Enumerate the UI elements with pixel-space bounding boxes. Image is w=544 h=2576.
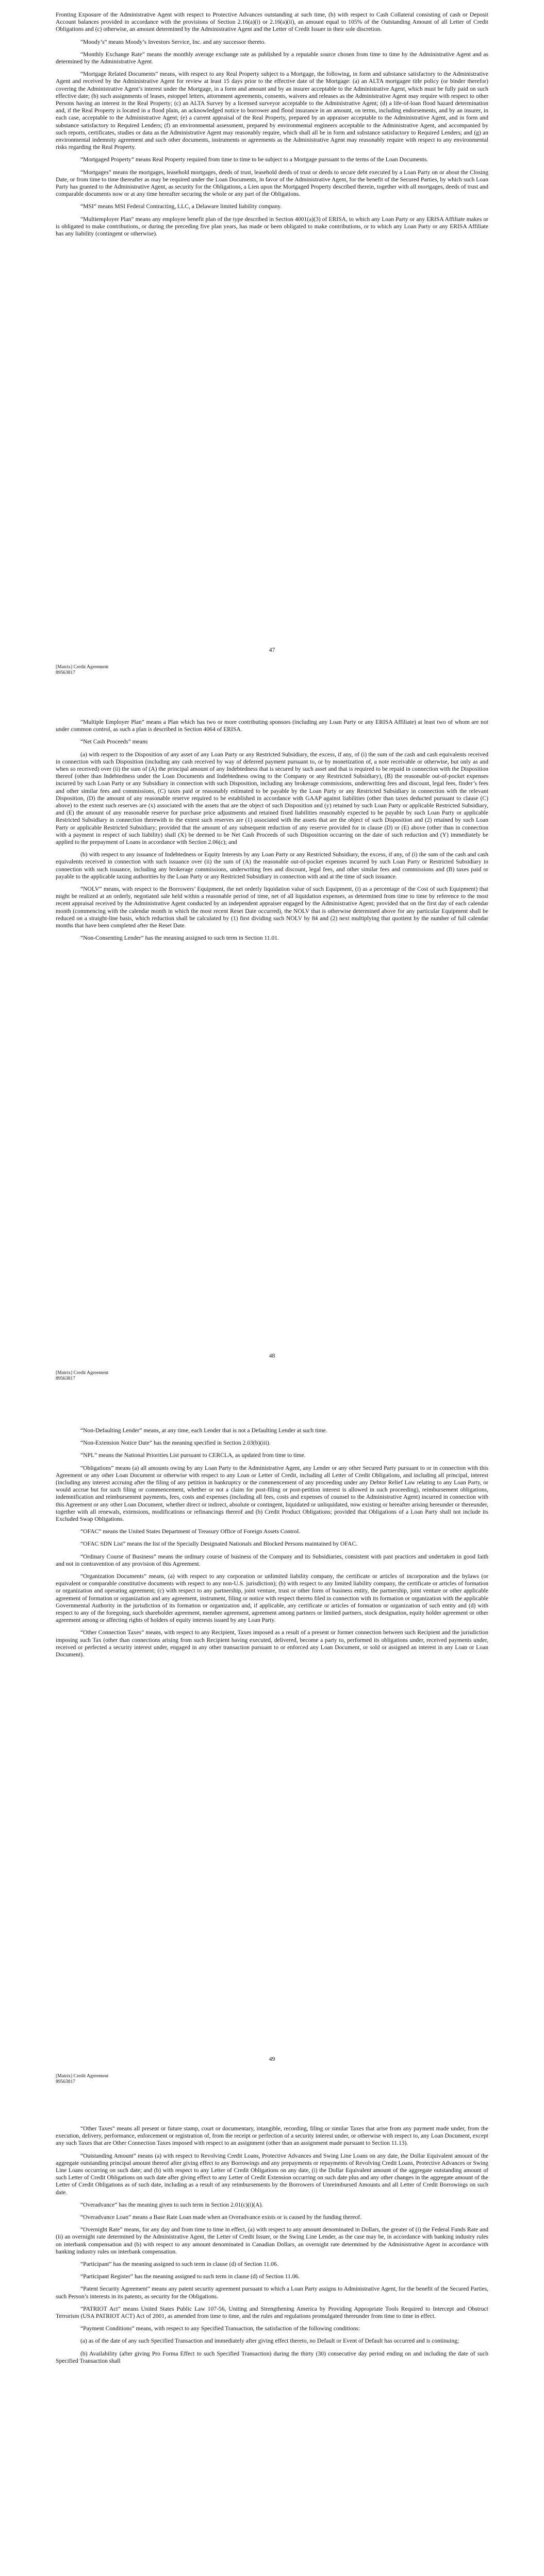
page-number: 47: [269, 647, 275, 653]
page-footer: [56, 1370, 108, 1382]
definition-multiemployer-plan: “Multiemployer Plan” means any employee benefit plan of the type described in Section 4001(a)(3) of ERISA, to which any Loan Party or any ERISA Affiliate makes or is obligated to make contributions, or during the preceding five plan years, has made or been obligated to make contributions, or to which any Loan Party or any ERISA Affiliate has any liability (contingent or otherwise).: [56, 215, 488, 238]
page-48: [0, 719, 544, 947]
definition-mortgaged-property: “Mortgaged Property” means Real Property required from time to time to be subject to a Mortgage pursuant to the terms of the Loan Documents.: [80, 156, 428, 163]
definition-overadvance: “Overadvance” has the meaning given to such term in Section 2.01(c)(i)(A).: [80, 2201, 263, 2208]
definition-participant-register: “Participant Register” has the meaning assigned to such term in clause (d) of Section 11.06.: [80, 2273, 300, 2280]
footer-title: [Matrix] Credit Agreement: [56, 1370, 109, 1376]
page-47: [0, 11, 544, 243]
definition-participant: “Participant” has the meaning assigned to such term in clause (d) of Section 11.06.: [80, 2261, 278, 2268]
definition-overnight-rate: “Overnight Rate” means, for any day and from time to time in effect, (a) with respect to any amount denominated in Dollars, the greater of (i) the Federal Funds Rate and (ii) an overnight rate determined by the Administrative Agent, the Letter of Credit Issuer, or the Swing Line Lender, as the case may be, in accordance with banking industry rules on interbank compensation and (b) with respect to any amount denominated in Canadian Dollars, an overnight rate determined by the Administrative Agent in accordance with banking industry rules on interbank compensation.: [56, 2226, 488, 2255]
clause-a: (a) as of the date of any such Specified Transaction and immediately after giving effect thereto, no Default or Event of Default has occurred and is continuing;: [80, 2337, 459, 2345]
definition-ofac-sdn-list: “OFAC SDN List” means the list of the Specially Designated Nationals and Blocked Persons maintained by OFAC.: [80, 1540, 357, 1548]
definition-obligations: “Obligations” means (a) all amounts owing by any Loan Party to the Administrative Agent, any Lender or any other Secured Party pursuant to or in connection with this Agreement or any other Loan Document or otherwise with respect to any Loan or Letter of Credit, including all Letter of Credit Obligations, and including all principal, interest (including any interest accruing after the filing of any petition in bankruptcy or the commencement of any proceeding under any Debtor Relief Law relating to any Loan Party, or would accrue but for such filing or commencement, whether or not a claim for post-filing or post-petition interest is allowed in such proceeding), reimbursement obligations, indemnification and reimbursement payments, fees, costs and expenses (including all fees, costs and expenses of counsel to the Administrative Agent) incurred in connection with this Agreement or any other Loan Document, whether direct or indirect, absolute or contingent, liquidated or unliquidated, now existing or hereafter arising hereunder or thereunder, together with all renewals, extensions, modifications or refinancings thereof and (b) Credit Product Obligations; provided that Obligations of a Loan Party shall not include its Excluded Swap Obligations.: [56, 1464, 488, 1523]
definition-mortgages: “Mortgages” means the mortgages, leasehold mortgages, deeds of trust, leasehold deeds of trust or deeds to secure debt executed by a Loan Party on or about the Closing Date, or from time to time thereafter as may be required under the Loan Documents, in favor of the Administrative Agent, for the benefit of the Secured Parties, by which such Loan Party has granted to the Administrative Agent, as security for the Obligations, a Lien upon the Mortgaged Property described therein, together with all mortgages, deeds of trust and comparable documents now or at any time hereafter securing the whole or any part of the Obligations.: [56, 168, 488, 198]
definition-non-consenting-lender: “Non-Consenting Lender” has the meaning assigned to such term in Section 11.01.: [80, 935, 279, 942]
page-footer: [56, 2074, 108, 2085]
footer-doc-id: 89563817: [56, 1376, 75, 1381]
footer-doc-id: 89563817: [56, 2079, 75, 2084]
clause-b: (b) with respect to any issuance of Indebtedness or Equity Interests by any Loan Party or any Restricted Subsidiary, the excess, if any, of (i) the sum of the cash and cash equivalents received in connection with such issuance over (ii) the sum of (A) the reasonable out-of-pocket expenses incurred by such Loan Party or Restricted Subsidiary in connection with such issuance, including any brokerage commissions, underwriting fees and discount, legal fees, and other similar fees and commissions and (B) taxes paid or payable to the applicable taxing authorities by the Loan Party or any Restricted Subsidiary in connection with and at the time of such issuance.: [56, 851, 488, 880]
definition-nolv: “NOLV” means, with respect to the Borrowers’ Equipment, the net orderly liquidation value of such Equipment, (i) as a percentage of the Cost of such Equipment) that might be realized at an orderly, negotiated sale held within a reasonable period of time, net of all liquidation expenses, as determined from time to time by reference to the most recent appraisal received by the Administrative Agent conducted by an independent appraiser engaged by the Administrative Agent; provided that on the first day of each calendar month (commencing with the calendar month in which the most recent Reset Date occurred), the NOLV that is otherwise determined above for any particular Equipment shall be reduced on a straight-line basis, which reduction shall be calculated by (1) first dividing such NOLV by 84 and (2) next multiplying that quotient by the number of full calendar months that have been completed after the Reset Date.: [56, 886, 488, 929]
definition-other-taxes: “Other Taxes” means all present or future stamp, court or documentary, intangible, recording, filing or similar Taxes that arise from any payment made under, from the execution, delivery, performance, enforcement or registration of, from the receipt or perfection of a security interest under, or otherwise with respect to, any Loan Document, except any such Taxes that are Other Connection Taxes imposed with respect to an assignment (other than an assignment made pursuant to Section 11.13).: [56, 2125, 488, 2147]
page-footer: [56, 665, 108, 676]
definition-ofac: “OFAC” means the United States Department of Treasury Office of Foreign Assets Control.: [80, 1528, 301, 1535]
paragraph: Fronting Exposure of the Administrative Agent with respect to Protective Advances outstanding at such time, (b) with respect to Cash Collateral consisting of cash or Deposit Account balances provided in accordance with the provisions of Section 2.16(a)(i) or 2.16(a)(ii), an amount equal to 105% of the Outstanding Amount of all Letter of Credit Obligations and (c) otherwise, an amount determined by the Administrative Agent and the Letter of Credit Issuer in their sole discretion.: [56, 11, 488, 33]
definition-monthly-exchange-rate: “Monthly Exchange Rate” means the monthly average exchange rate as published by a reputable source chosen from time to time by the Administrative Agent and as determined by the Administrative Agent.: [56, 50, 488, 65]
definition-multiple-employer-plan: “Multiple Employer Plan” means a Plan which has two or more contributing sponsors (including any Loan Party or any ERISA Affiliate) at least two of whom are not under common control, as such a plan is described in Section 4064 of ERISA.: [56, 719, 488, 733]
definition-ordinary-course-of-business: “Ordinary Course of Business” means the ordinary course of business of the Company and its Subsidiaries, consistent with past practices and undertaken in good faith and not in contravention of any provision of this Agreement.: [56, 1553, 488, 1567]
definition-mortgage-related-documents: “Mortgage Related Documents” means, with respect to any Real Property subject to a Mortgage, the following, in form and substance satisfactory to the Administrative Agent and received by the Administrative Agent for review at least 15 days prior to the effective date of the Mortgage: (a) an ALTA mortgagee title policy (or binder therefor) covering the Administrative Agent’s interest under the Mortgage, in a form and amount and by an insurer acceptable to the Administrative Agent, which must be fully paid on such effective date; (b) such assignments of leases, estoppel letters, attornment agreements, consents, waivers and releases as the Administrative Agent may require with respect to other Persons having an interest in the Real Property; (c) an ALTA Survey by a licensed surveyor acceptable to the Administrative Agent; (d) a life-of-loan flood hazard determination and, if the Real Property is located in a flood plain, an acknowledged notice to borrower and flood insurance in an amount, on terms, including endorsements, and by an insurer, in each case, acceptable to the Administrative Agent; (e) a current appraisal of the Real Property, prepared by an appraiser acceptable to the Administrative Agent, and in form and substance satisfactory to Required Lenders; (f) an environmental assessment, prepared by environmental engineers acceptable to the Administrative Agent, and accompanied by such reports, certificates, studies or data as the Administrative Agent may reasonably require, which shall all be in form and substance satisfactory to Required Lenders; and (g) an environmental indemnity agreement and such other documents, instruments or agreements as the Administrative Agent may reasonably require with respect to any environmental risks regarding the Real Property.: [56, 71, 488, 151]
definition-msi: “MSI” means MSI Federal Contracting, LLC, a Delaware limited liability company.: [80, 203, 282, 210]
definition-moodys: “Moody’s” means Moody’s Investors Service, Inc. and any successor thereto.: [80, 38, 266, 45]
definition-net-cash-proceeds: “Net Cash Proceeds” means: [80, 738, 148, 745]
definition-organization-documents: “Organization Documents” means, (a) with respect to any corporation or unlimited liability company, the certificate or articles of incorporation and the bylaws (or equivalent or comparable constitutive documents with respect to any non-U.S. jurisdiction); (b) with respect to any limited liability company, the certificate or articles of formation or organization and operating agreement; (c) with respect to any partnership, joint venture, trust or other form of business entity, the partnership, joint venture or other applicable agreement of formation or organization and any agreement, instrument, filing or notice with respect thereto filed in connection with its formation or organization with the applicable Governmental Authority in the jurisdiction of its formation or organization and, if applicable, any certificate or articles of formation or organization of such entity and (d) with respect to any of the foregoing, such shareholder agreement, member agreement, agreement among partners or limited partners, stock designation, equity holder agreement or other agreement among or affecting rights of holders of equity interests issued by any Loan Party.: [56, 1573, 488, 1624]
page-49: [0, 1427, 544, 1664]
clause-a: (a) with respect to the Disposition of any asset of any Loan Party or any Restricted Subsidiary, the excess, if any, of (i) the sum of the cash and cash equivalents received in connection with such Disposition (including any cash received by way of deferred payment pursuant to, or by monetization of, a note receivable or otherwise, but only as and when so received) over (ii) the sum of (A) the principal amount of any Indebtedness that is secured by such asset and that is required to be repaid in connection with the Disposition thereof (other than Indebtedness under the Loan Documents and Indebtedness owing to the Company or any Restricted Subsidiary), (B) the reasonable out-of-pocket expenses incurred by such Loan Party or any Subsidiary in connection with such Disposition, including any brokerage commissions, underwriting fees and discount, legal fees, finder’s fees and other similar fees and commissions, (C) taxes paid or reasonably estimated to be payable by the Loan Party or any Restricted Subsidiary in connection with the relevant Disposition, (D) the amount of any reasonable reserve required to be established in accordance with GAAP against liabilities (other than taxes deducted pursuant to clause (C) above) to the extent such reserves are (x) associated with the assets that are the object of such Disposition and (y) retained by such Loan Party or applicable Restricted Subsidiary, and (E) the amount of any reasonable reserve for purchase price adjustments and retained fixed liabilities reasonably expected to be payable by such Loan Party or applicable Restricted Subsidiary in connection therewith to the extent such reserves are (1) associated with the assets that are the object of such Disposition and (2) retained by such Loan Party or applicable Restricted Subsidiary; provided that the amount of any subsequent reduction of any reserve provided for in clause (D) or (E) above (other than in connection with a payment in respect of such liability) shall (X) be deemed to be Net Cash Proceeds of such Disposition occurring on the date of such reduction and (Y) immediately be applied to the prepayment of Loans in accordance with Section 2.06(c); and: [56, 751, 488, 846]
definition-non-defaulting-lender: “Non-Defaulting Lender” means, at any time, each Lender that is not a Defaulting Lender at such time.: [80, 1427, 327, 1434]
clause-b: (b) Availability (after giving Pro Forma Effect to such Specified Transaction) during the thirty (30) consecutive day period ending on and including the date of such Specified Transaction shall: [56, 2350, 488, 2364]
definition-outstanding-amount: “Outstanding Amount” means (a) with respect to Revolving Credit Loans, Protective Advances and Swing Line Loans on any date, the Dollar Equivalent amount of the aggregate outstanding principal amount thereof after giving effect to any Borrowings and any prepayments or repayments of Revolving Credit Loans, Protective Advances or Swing Line Loans occurring on such date; and (b) with respect to any Letter of Credit Obligations on any date, (i) the Dollar Equivalent amount of the aggregate outstanding amount of such Letter of Credit Obligations on such date after giving effect to any Letter of Credit Extension occurring on such date plus and any other changes in the aggregate amount of the Letter of Credit Obligations as of such date, including as a result of any reimbursements by the Borrowers of Unreimbursed Amounts and all Letter of Credit Borrowings on such date.: [56, 2152, 488, 2196]
page-number: 49: [269, 2056, 275, 2062]
definition-patent-security-agreement: “Patent Security Agreement” means any patent security agreement pursuant to which a Loan Party assigns to Administrative Agent, for the benefit of the Secured Parties, such Person’s interests in its patents, as security for the Obligations.: [56, 2285, 488, 2300]
page-50: [0, 2125, 544, 2370]
page-number: 48: [269, 1352, 275, 1359]
footer-title: [Matrix] Credit Agreement: [56, 2074, 109, 2079]
definition-non-extension-notice-date: “Non-Extension Notice Date” has the meaning specified in Section 2.03(b)(iii).: [80, 1439, 271, 1447]
definition-npl: “NPL” means the National Priorities List pursuant to CERCLA, as updated from time to time.: [80, 1452, 306, 1459]
definition-patriot-act: “PATRIOT Act” means United States Public Law 107-56, Uniting and Strengthening America by Providing Appropriate Tools Required to Intercept and Obstruct Terrorism (USA PATRIOT ACT) Act of 2001, as amended from time to time, and the rules and regulations promulgated thereunder from time to time in effect.: [56, 2305, 488, 2320]
definition-other-connection-taxes: “Other Connection Taxes” means, with respect to any Recipient, Taxes imposed as a result of a present or former connection between such Recipient and the jurisdiction imposing such Tax (other than connections arising from such Recipient having executed, delivered, become a party to, performed its obligations under, received payments under, received or perfected a security interest under, engaged in any other transaction pursuant to or enforced any Loan Document, or sold or assigned an interest in any Loan or Loan Document).: [56, 1629, 488, 1658]
footer-doc-id: 89563817: [56, 670, 75, 675]
footer-title: [Matrix] Credit Agreement: [56, 665, 109, 670]
definition-payment-conditions: “Payment Conditions” means, with respect to any Specified Transaction, the satisfaction of the following conditions:: [80, 2325, 360, 2332]
definition-overadvance-loan: “Overadvance Loan” means a Base Rate Loan made when an Overadvance exists or is caused by the funding thereof.: [80, 2214, 362, 2221]
